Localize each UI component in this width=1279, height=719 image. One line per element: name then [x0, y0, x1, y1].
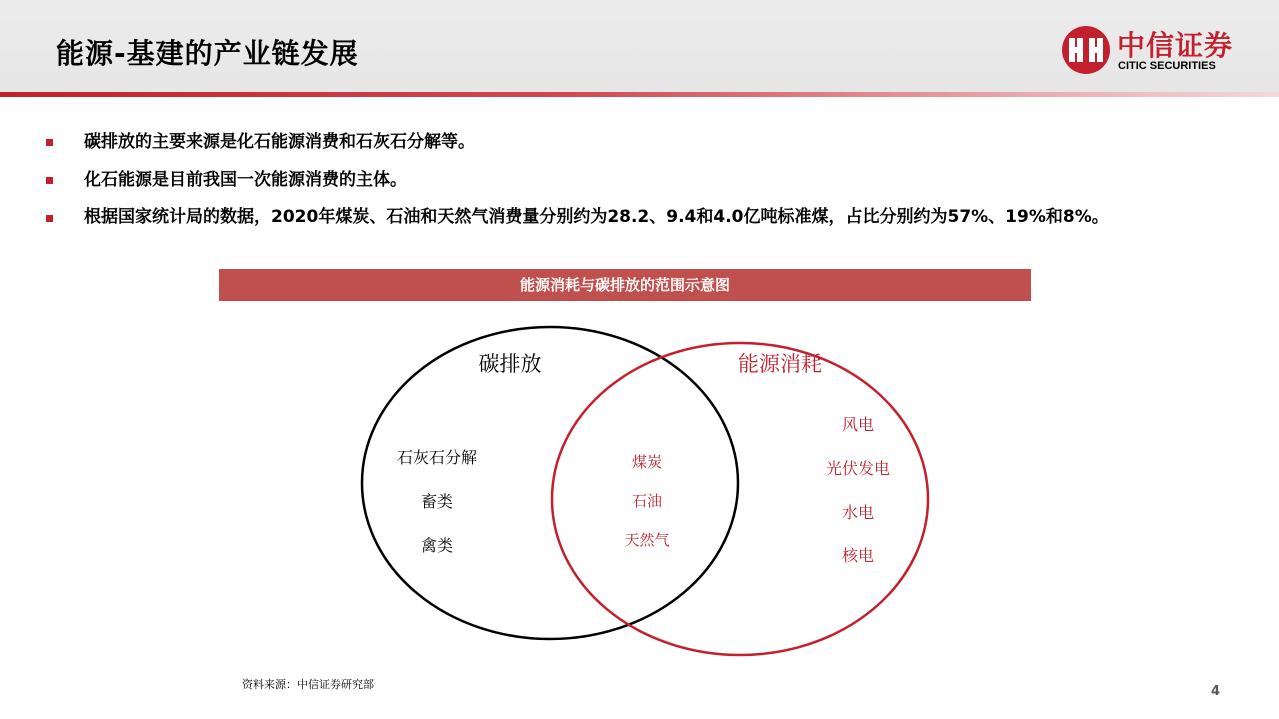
venn-left-title: 碳排放	[478, 352, 542, 376]
header-divider	[0, 92, 1279, 97]
venn-overlap-item: 石油	[631, 492, 663, 510]
logo-chinese-text: 中信证券	[1117, 29, 1234, 62]
carbon-emission-circle	[362, 327, 738, 639]
page-number: 4	[1211, 684, 1221, 699]
venn-right-item: 风电	[841, 415, 875, 434]
venn-left-item: 畜类	[420, 492, 454, 511]
diagram-banner: 能源消耗与碳排放的范围示意图	[219, 269, 1031, 301]
energy-consumption-circle	[552, 343, 928, 655]
venn-overlap-item: 煤炭	[631, 453, 663, 471]
venn-right-item: 水电	[841, 503, 875, 522]
logo-english-text: CITIC SECURITIES	[1118, 60, 1216, 72]
venn-left-item: 石灰石分解	[396, 448, 478, 467]
venn-overlap-item: 天然气	[624, 531, 670, 549]
venn-right-title: 能源消耗	[738, 352, 822, 376]
venn-right-item: 核电	[841, 546, 875, 565]
bullet-square-icon	[46, 139, 53, 146]
bullet-text: 根据国家统计局的数据，2020年煤炭、石油和天然气消费量分别约为28.2、9.4和4.0亿吨标准煤，占比分别约为57%、19%和8%。	[84, 207, 1109, 227]
bullet-item	[44, 128, 1234, 156]
citic-logo	[1060, 24, 1250, 80]
bullet-item	[44, 204, 1234, 230]
venn-left-item: 禽类	[420, 536, 454, 555]
bullet-square-icon	[46, 215, 53, 222]
page-title: 能源-基建的产业链发展	[56, 37, 359, 70]
bullet-item	[44, 166, 1234, 194]
bullet-text: 化石能源是目前我国一次能源消费的主体。	[84, 170, 407, 190]
bullet-text: 碳排放的主要来源是化石能源消费和石灰石分解等。	[84, 132, 475, 152]
bullet-list	[44, 128, 1234, 240]
source-note: 资料来源：中信证券研究部	[242, 678, 374, 691]
bullet-square-icon	[46, 177, 53, 184]
venn-right-item: 光伏发电	[825, 459, 891, 478]
citic-logo-mark-icon	[1060, 24, 1112, 76]
